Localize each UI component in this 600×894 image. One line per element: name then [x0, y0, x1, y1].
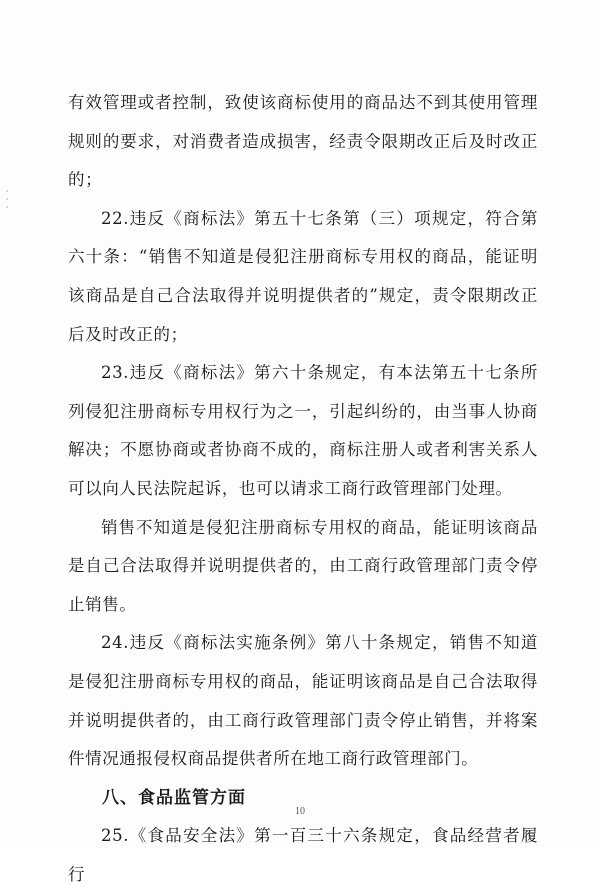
page-number: 10: [295, 806, 305, 817]
margin-mark: [6, 206, 8, 208]
paragraph-item-24: 24.违反《商标法实施条例》第八十条规定，销售不知道是侵犯注册商标专用权的商品，能证明该商品是自己合法取得并说明提供者的，由工商行政管理部门责令停止销售，并将案件情况通报侵权商品提供者所在地工商行政管理部门。: [68, 633, 538, 769]
margin-mark: [6, 190, 8, 192]
section-heading: 八、食品监管方面: [102, 787, 246, 808]
document-body: [68, 84, 538, 894]
margin-mark: [6, 198, 8, 200]
paragraph-item-22: 22.违反《商标法》第五十七条第（三）项规定，符合第六十条：“销售不知道是侵犯注册商标专用权的商品，能证明该商品是自己合法取得并说明提供者的”规定，责令限期改正后及时改正的；: [68, 208, 538, 344]
paragraph-item-23: 23.违反《商标法》第六十条规定，有本法第五十七条所列侵犯注册商标专用权行为之一，引起纠纷的，由当事人协商解决；不愿协商或者协商不成的，商标注册人或者利害关系人可以向人民法院起诉，也可以请求工商行政管理部门处理。: [68, 363, 538, 498]
paragraph-item-23-clause: 销售不知道是侵犯注册商标专用权的商品，能证明该商品是自己合法取得并说明提供者的，由工商行政管理部门责令停止销售。: [68, 517, 538, 614]
paragraph-item-25: 25.《食品安全法》第一百三十六条规定，食品经营者履行: [68, 826, 538, 884]
paragraph-continued: 有效管理或者控制，致使该商标使用的商品达不到其使用管理规则的要求，对消费者造成损害，经责令限期改正后及时改正的；: [68, 93, 538, 190]
